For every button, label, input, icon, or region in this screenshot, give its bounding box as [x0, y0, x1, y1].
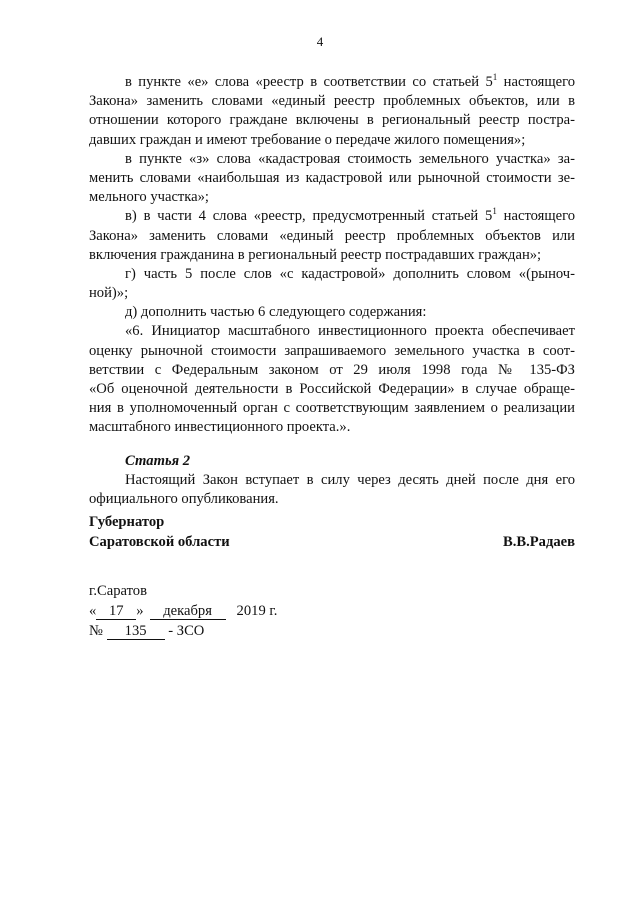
text-line	[89, 471, 575, 490]
signatory-name: В.В.Радаев	[502, 533, 575, 550]
line-text: ния в уполномоченный орган с соответствующим заявлением о реализации	[89, 400, 575, 417]
line-text: г) часть 5 после слов «с кадастровой» дополнить словом «(рыноч-	[125, 265, 575, 282]
text-line	[89, 73, 575, 92]
line-text: оценку рыночной стоимости запрашиваемого земельного участка в соот-	[89, 342, 575, 359]
page-number: 4	[316, 34, 324, 49]
text-line	[89, 399, 575, 418]
line-text: давших граждан и имеют требование о передаче жилого помещения»;	[89, 131, 526, 148]
text-line	[89, 490, 575, 509]
text-line	[89, 92, 575, 111]
text-line	[89, 380, 575, 399]
text-line	[89, 418, 575, 437]
text-line	[89, 303, 575, 322]
line-text: включения гражданина в региональный реестр пострадавших граждан»;	[89, 246, 542, 263]
number-line	[89, 621, 277, 641]
line-text: официального опубликования.	[89, 490, 279, 507]
text-line	[89, 207, 575, 226]
line-text: в пункте «е» слова «реестр в соответствии со статьей 5	[125, 74, 493, 90]
line-text: д) дополнить частью 6 следующего содержания:	[125, 304, 427, 321]
amendments-paragraphs	[89, 73, 575, 438]
line-text: «Об оценочной деятельности в Российской Федерации» в случае обраще-	[89, 381, 575, 397]
superscript: 1	[492, 72, 498, 82]
text-line	[89, 265, 575, 284]
date-open-quote: «	[89, 603, 97, 619]
text-line	[89, 131, 575, 150]
line-text: «6. Инициатор масштабного инвестиционного проекта обеспечивает	[125, 323, 575, 340]
text-line	[89, 342, 575, 361]
text-line	[89, 150, 575, 169]
document-details	[89, 581, 277, 641]
article-heading: Статья 2	[125, 452, 191, 469]
text-line	[89, 246, 575, 265]
line-text: в) в части 4 слова «реестр, предусмотренный статьей 5	[125, 208, 493, 225]
line-text: менить словами «наибольшая из кадастровой или рыночной стоимости зе-	[89, 169, 575, 186]
line-text: ной)»;	[89, 285, 129, 302]
number-suffix: - ЗСО	[168, 623, 205, 639]
line-text: в пункте «з» слова «кадастровая стоимость земельного участка» за-	[125, 150, 575, 167]
place: г.Саратов	[89, 583, 147, 599]
date-close-quote: »	[136, 603, 144, 619]
number-sign: №	[89, 623, 103, 639]
text-line	[89, 361, 575, 380]
law-text	[89, 73, 575, 509]
article-text	[89, 471, 575, 509]
text-line	[89, 111, 575, 130]
date-day: 17	[96, 604, 136, 620]
signatory-position-line1: Губернатор	[89, 514, 165, 530]
date-month: декабря	[150, 604, 226, 620]
document-number: 135	[107, 624, 165, 640]
superscript: 1	[492, 206, 497, 217]
date-line	[89, 601, 277, 621]
line-text: отношении которого граждане включены в региональный реестр постра-	[89, 112, 575, 129]
line-text: мельного участка»;	[89, 189, 209, 206]
text-line	[89, 169, 575, 188]
line-text: Закона» заменить словами «единый реестр проблемных объектов или	[89, 227, 575, 244]
text-line	[89, 227, 575, 246]
text-line	[89, 322, 575, 341]
line-text: Закона» заменить словами «единый реестр проблемных объектов, или в	[89, 93, 575, 110]
line-text-tail: настоящего	[497, 74, 575, 90]
signatory-position-line2: Саратовской области	[89, 533, 230, 550]
text-line	[89, 188, 575, 207]
line-text: масштабного инвестиционного проекта.».	[89, 419, 351, 436]
signature-block	[89, 513, 575, 552]
line-text-tail: настоящего	[496, 208, 575, 225]
date-year: 2019 г.	[236, 603, 278, 619]
text-line	[89, 284, 575, 303]
line-text: ветствии с Федеральным законом от 29 июля 1998 года № 135-ФЗ	[89, 361, 575, 378]
line-text: Настоящий Закон вступает в силу через десять дней после дня его	[125, 471, 575, 488]
